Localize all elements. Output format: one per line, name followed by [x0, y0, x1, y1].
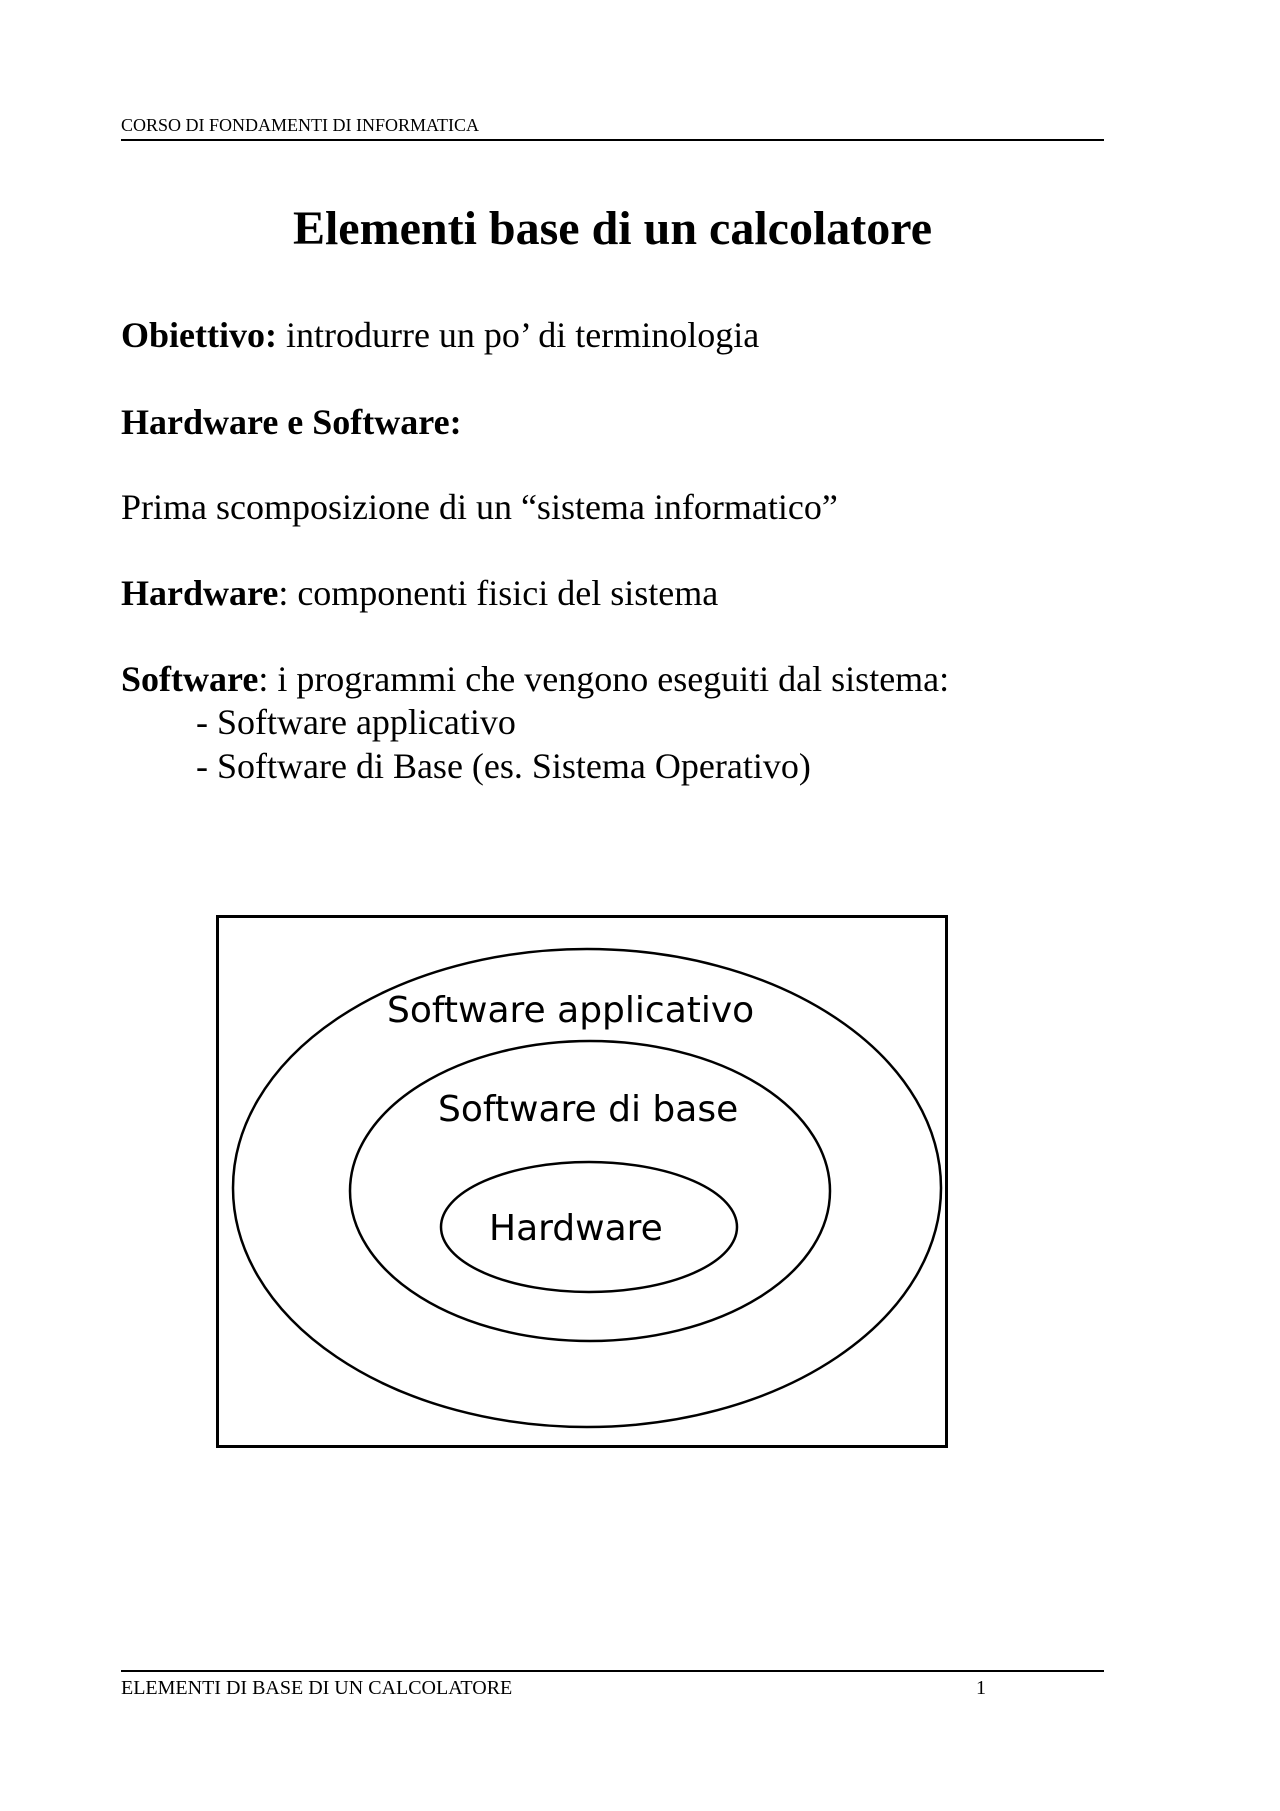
middle-label: Software di base — [438, 1089, 739, 1130]
hardware-label: Hardware — [121, 573, 279, 613]
page-number: 1 — [976, 1677, 986, 1699]
objective-paragraph — [121, 313, 759, 357]
middle-ellipse — [350, 1041, 830, 1341]
layers-diagram — [216, 915, 948, 1448]
objective-text: introdurre un po’ di terminologia — [276, 315, 760, 355]
running-header: CORSO DI FONDAMENTI DI INFORMATICA — [121, 115, 1104, 141]
running-footer — [121, 1670, 1104, 1700]
hardware-text: : componenti fisici del sistema — [278, 573, 719, 613]
hardware-paragraph — [121, 571, 718, 615]
list-item: - Software di Base (es. Sistema Operativo) — [196, 746, 811, 786]
software-text: : i programmi che vengono eseguiti dal sistema: — [258, 659, 950, 699]
objective-label: Obiettivo: — [121, 315, 277, 355]
outer-label: Software applicativo — [387, 990, 755, 1031]
software-label: Software — [121, 659, 259, 699]
inner-label: Hardware — [489, 1208, 663, 1249]
page-title: Elementi base di un calcolatore — [292, 202, 933, 255]
software-paragraph — [121, 657, 949, 701]
footer-title: ELEMENTI DI BASE DI UN CALCOLATORE — [121, 1677, 513, 1699]
decomposition-paragraph: Prima scomposizione di un “sistema informatico” — [121, 487, 838, 527]
software-list — [196, 700, 811, 788]
list-item: - Software applicativo — [196, 702, 516, 742]
hw-sw-heading: Hardware e Software: — [121, 402, 462, 442]
